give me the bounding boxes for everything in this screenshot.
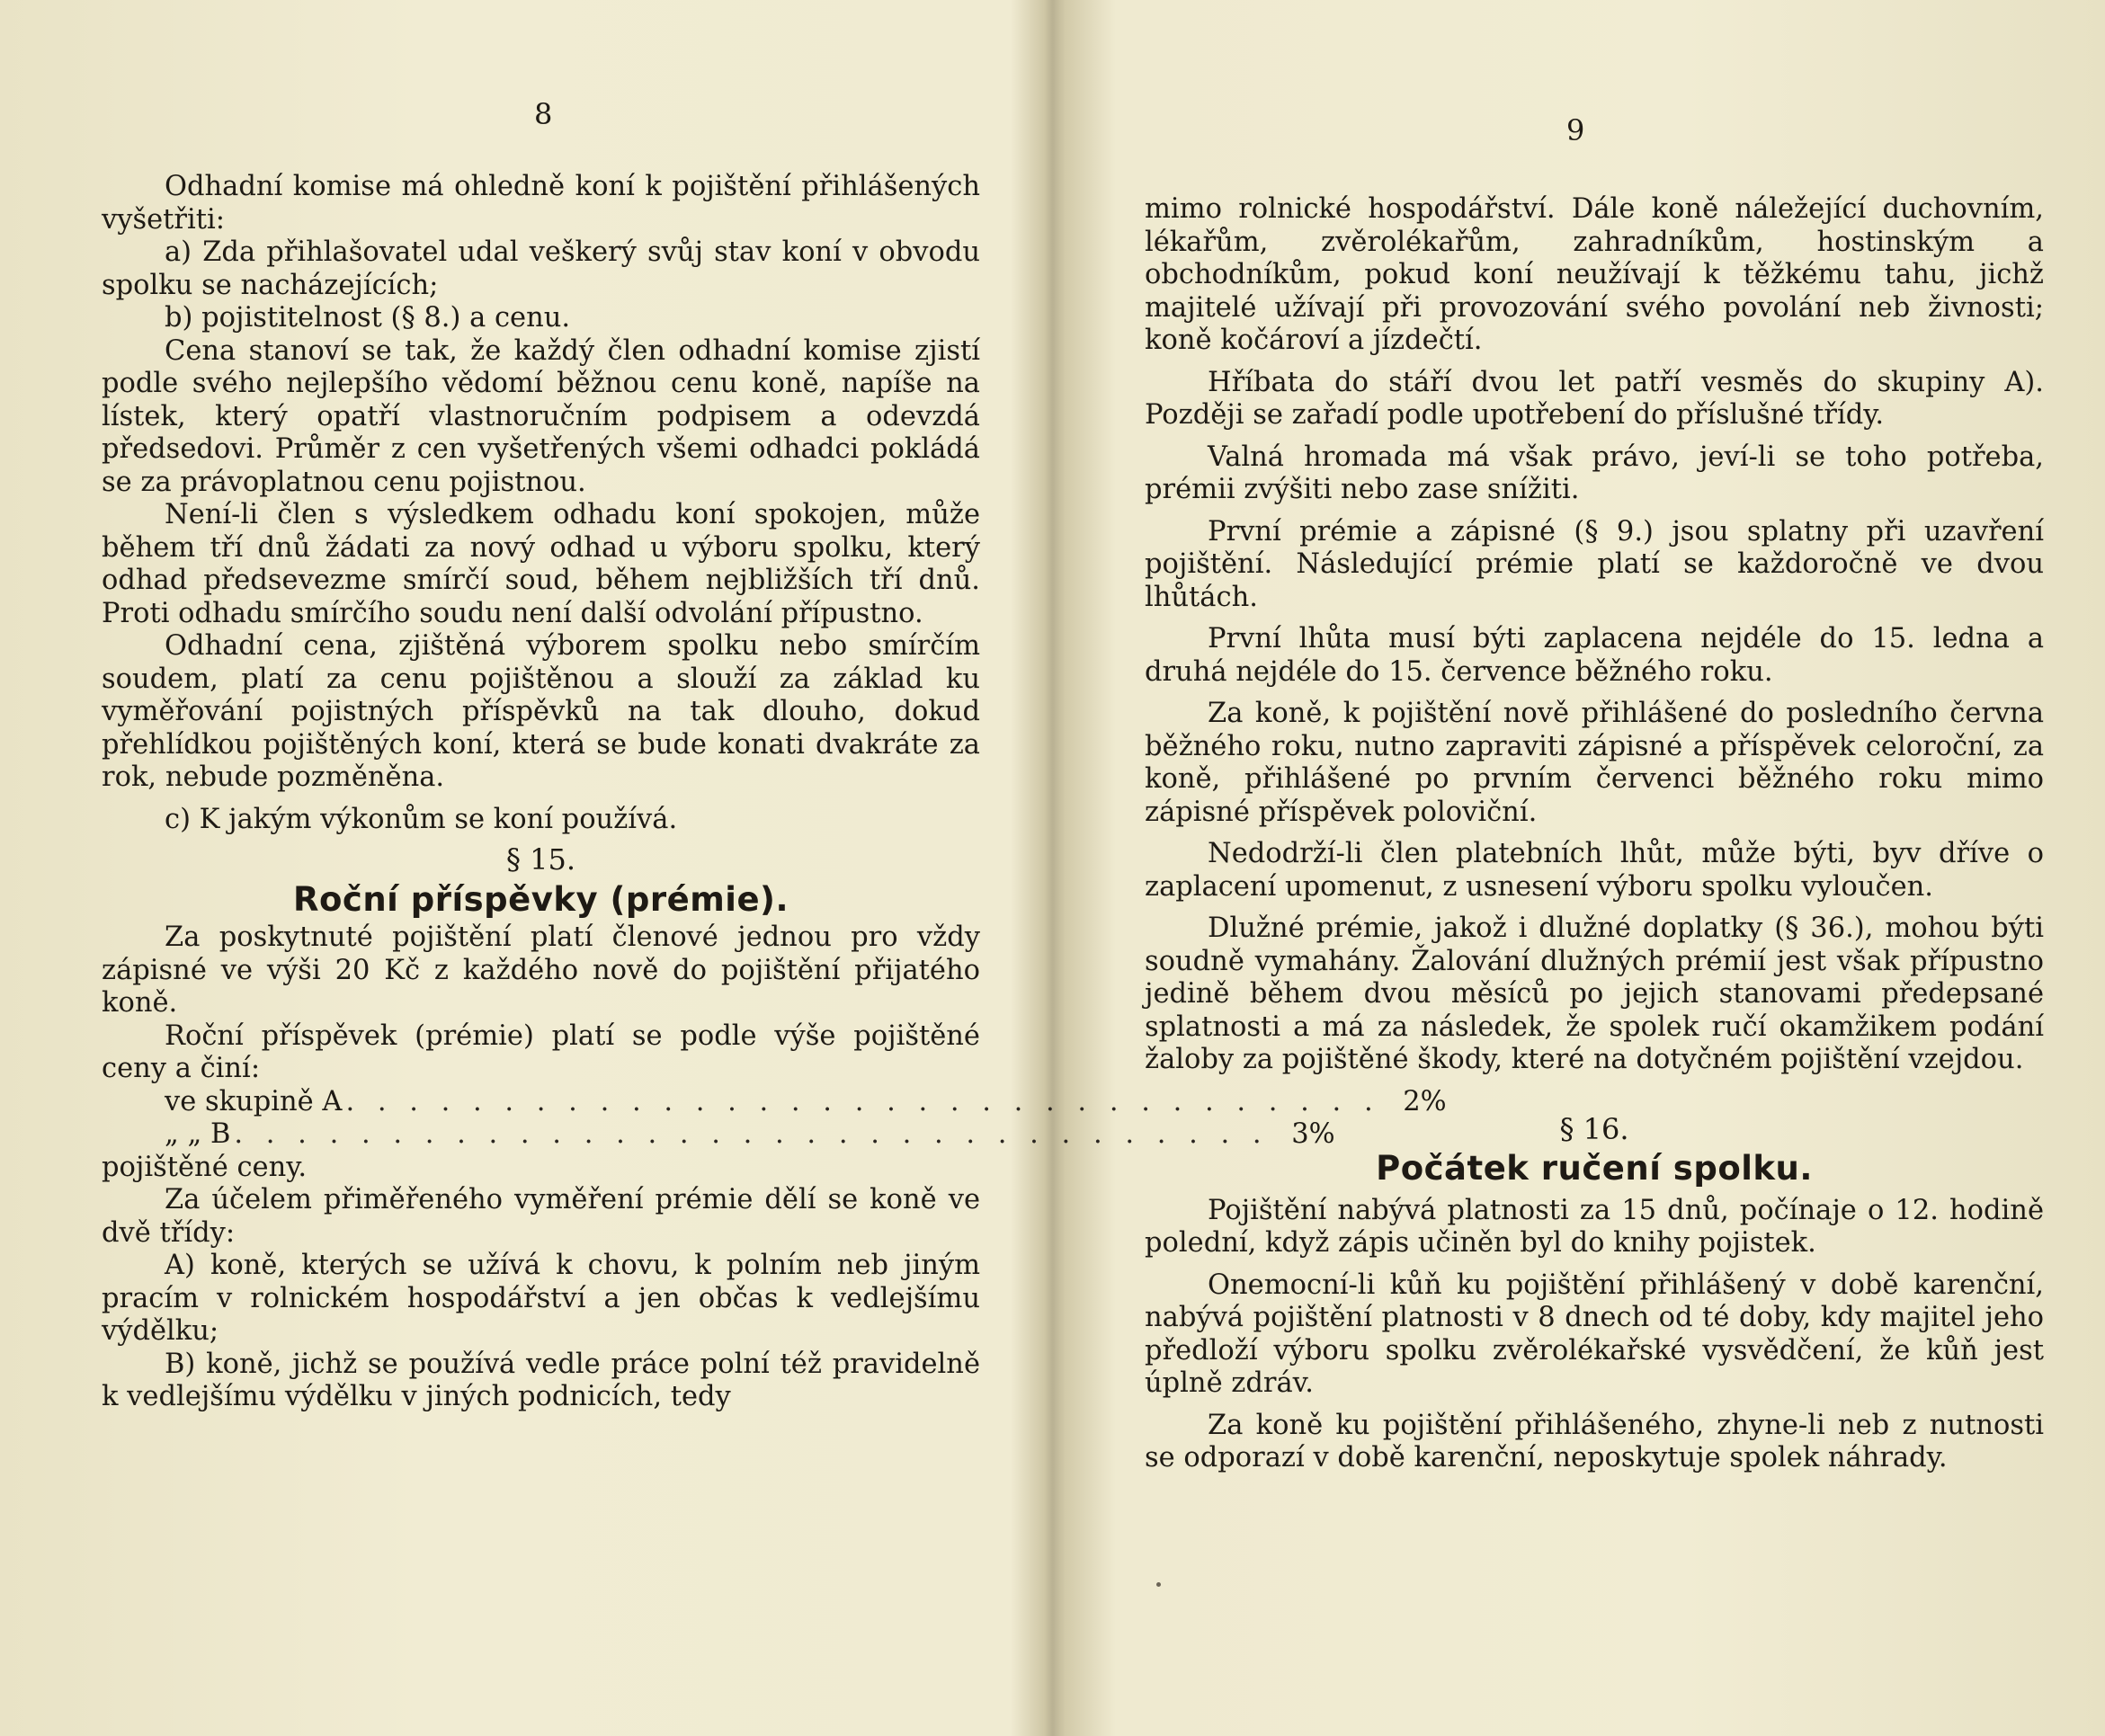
section-number: § 15. xyxy=(505,842,576,877)
leader-dots: . . . . . . . . . . . . . . . . . . . . . . . . . . . . . . . . . xyxy=(345,1085,1380,1117)
paragraph: Není-li člen s výsledkem odhadu koní spokojen, může během tří dnů žádati za nový odhad u výboru spolku, který odhad předsevezme smírčí soud, během nejbližších tří dnů. Proti odhadu smírčího soudu není další odvolání přípustno. xyxy=(102,499,980,629)
paragraph: Za koně, k pojištění nově přihlášené do posledního června běžného roku, nutno zapraviti zápisné a příspěvek celoroční, za koně, přihlášené po prvním červenci běžného roku mimo zápisné příspěvek poloviční. xyxy=(1145,698,2044,828)
paragraph: První prémie a zápisné (§ 9.) jsou splatny při uzavření pojištění. Následující prémie platí se každoročně ve dvou lhůtách. xyxy=(1145,515,2044,613)
page-number: 9 xyxy=(1566,113,1585,147)
paragraph: Odhadní cena, zjištěná výborem spolku nebo smírčím soudem, platí za cenu pojištěnou a slouží za základ ku vyměřování pojistných příspěvků na tak dlouho, dokud přehlídkou pojištěných koní, která se bude konati dvakráte za rok, nebude pozměněna. xyxy=(102,630,980,793)
paragraph: Roční příspěvek (prémie) platí se podle výše pojištěné ceny a činí: xyxy=(102,1019,980,1084)
paragraph: pojištěné ceny. xyxy=(102,1151,308,1183)
paragraph: Pojištění nabývá platnosti za 15 dnů, počínaje o 12. hodině polední, když zápis učiněn byl do knihy pojistek. xyxy=(1145,1194,2044,1259)
rate-label: ve skupině A xyxy=(165,1085,343,1117)
paragraph: Odhadní komise má ohledně koní k pojištění přihlášených vyšetřiti: xyxy=(102,171,980,236)
paragraph: mimo rolnické hospodářství. Dále koně náležející duchovním, lékařům, zvěrolékařům, zahradníkům, hostinským a obchodníkům, pokud koní neužívají k těžkému tahu, jichž majitelé užívají při provozování svého povolání neb živnosti; koně kočároví a jízdečtí. xyxy=(1145,193,2044,356)
rate-value: 2% xyxy=(1403,1085,1447,1117)
rate-value: 3% xyxy=(1291,1118,1335,1150)
rate-row-a xyxy=(102,1085,1447,1119)
section-title: Počátek ručení spolku. xyxy=(1376,1149,1813,1188)
paragraph: Hříbata do stáří dvou let patří vesměs do skupiny A). Později se zařadí podle upotřebení do příslušné třídy. xyxy=(1145,366,2044,431)
leader-dots: . . . . . . . . . . . . . . . . . . . . . . . . . . . . . . . . . xyxy=(234,1118,1269,1150)
paragraph: b) pojistitelnost (§ 8.) a cenu. xyxy=(165,302,571,334)
paragraph: Za poskytnuté pojištění platí členové jednou pro vždy zápisné ve výši 20 Kč z každého nově do pojištění přijatého koně. xyxy=(102,921,980,1019)
paragraph: Nedodrží-li člen platebních lhůt, může býti, byv dříve o zaplacení upomenut, z usnesení výboru spolku vyloučen. xyxy=(1145,838,2044,903)
paragraph: První lhůta musí býti zaplacena nejdéle do 15. ledna a druhá nejdéle do 15. července běžného roku. xyxy=(1145,623,2044,688)
section-number: § 16. xyxy=(1559,1111,1629,1146)
paragraph: Za koně ku pojištění přihlášeného, zhyne-li neb z nutnosti se odporazí v době karenční, neposkytuje spolek náhrady. xyxy=(1145,1409,2044,1473)
paragraph: c) K jakým výkonům se koní používá. xyxy=(165,803,678,835)
paragraph: Onemocní-li kůň ku pojištění přihlášený v době karenční, nabývá pojištění platnosti v 8 dnech od té doby, kdy majitel jeho předloží výboru spolku zvěrolékařské vysvědčení, že kůň jest úplně zdráv. xyxy=(1145,1269,2044,1399)
page-number: 8 xyxy=(534,97,553,131)
section-title: Roční příspěvky (prémie). xyxy=(292,879,789,919)
right-text-column xyxy=(1145,193,2044,1475)
paragraph: Cena stanoví se tak, že každý člen odhadní komise zjistí podle svého nejlepšího vědomí běžnou cenu koně, napíše na lístek, který opatří vlastnoručním podpisem a odevzdá předsedovi. Průměr z cen vyšetřených všemi odhadci pokládá se za právoplatnou cenu pojistnou. xyxy=(102,334,980,498)
paragraph: Za účelem přiměřeného vyměření prémie dělí se koně ve dvě třídy: xyxy=(102,1184,980,1249)
paragraph: Valná hromada má však právo, jeví-li se toho potřeba, prémii zvýšiti nebo zase snížiti. xyxy=(1145,441,2044,505)
paragraph: Dlužné prémie, jakož i dlužné doplatky (§ 36.), mohou býti soudně vymahány. Žalování dlužných prémií jest však přípustno jedině během dvou měsíců po jejich stanovami předepsané splatnosti a má za následek, že spolek ručí okamžikem podání žaloby za pojištěné škody, které na dotyčném pojištění vzejdou. xyxy=(1145,913,2044,1075)
rate-row-b xyxy=(102,1118,1335,1152)
paragraph: A) koně, kterých se užívá k chovu, k polním neb jiným pracím v rolnickém hospodářství a jen občas k vedlejšímu výdělku; xyxy=(102,1250,980,1347)
paragraph: a) Zda přihlašovatel udal veškerý svůj stav koní v obvodu spolku se nacházejících; xyxy=(102,236,980,301)
rate-label: „ „ B xyxy=(165,1118,231,1150)
left-text-column xyxy=(102,171,1447,1414)
right-page xyxy=(1057,0,2105,1736)
paragraph: B) koně, jichž se používá vedle práce polní též pravidelně k vedlejšímu výdělku v jiných podnicích, tedy xyxy=(102,1348,980,1412)
ink-speck xyxy=(1156,1582,1161,1587)
